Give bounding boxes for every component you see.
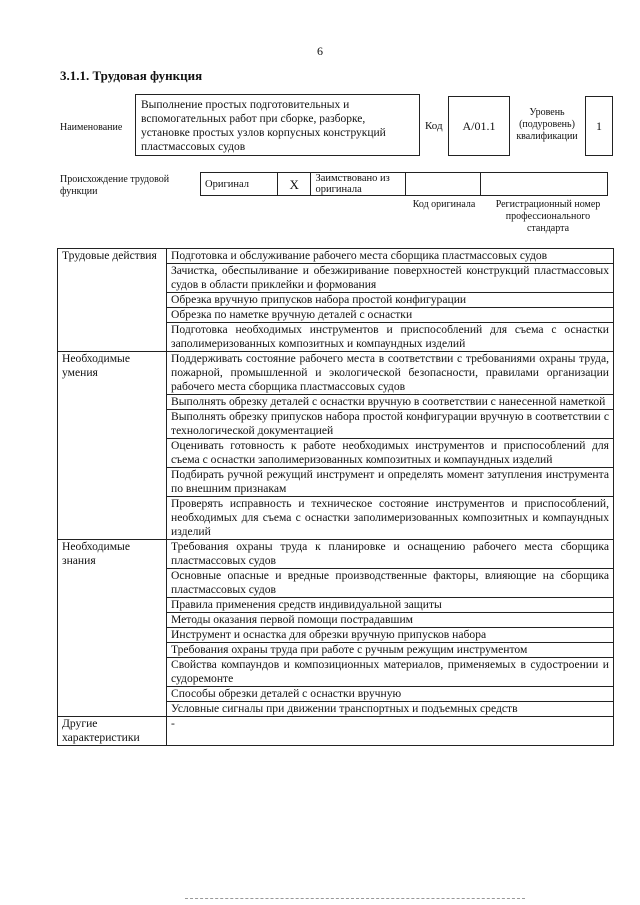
section-name: Необходимые умения [58,352,167,540]
qualification-level-value: 1 [596,118,602,133]
name-label: Наименование [60,122,123,133]
section-item: Выполнять обрезку припусков набора простой конфигурации вручную в соответствии с технологической документацией [167,410,614,439]
section-item: Поддерживать состояние рабочего места в соответствии с требованиями охраны труда, пожарной, промышленной и экологической безопасности, правилами организации рабочего места сборщика пластмассовых судов [167,352,614,395]
section-item: Зачистка, обеспыливание и обезжиривание поверхностей конструкций пластмассовых судов в области приклейки и формования [167,264,614,293]
section-item: Требования охраны труда к планировке и оснащению рабочего места сборщика пластмассовых судов [167,540,614,569]
section-title: 3.1.1. Трудовая функция [60,68,203,83]
labor-function-table [57,248,614,746]
section-item: Подготовка и обслуживание рабочего места сборщика пластмассовых судов [167,249,614,264]
qualification-level-label: Уровень (подуровень) квалификации [516,107,578,142]
registration-number-caption: Регистрационный номер профессионального стандарта [495,199,601,234]
section-item: Обрезка вручную припусков набора простой конфигурации [167,293,614,308]
section-item: Способы обрезки деталей с оснастки вручную [167,687,614,702]
registration-number-cell [481,173,608,196]
section-item: Основные опасные и вредные производственные факторы, влияющие на сборщика пластмассовых судов [167,569,614,598]
section-name: Другие характеристики [58,717,167,746]
origin-table [200,172,608,196]
original-mark: X [277,173,311,196]
section-item: Оценивать готовность к работе необходимых инструментов и приспособлений для съема с оснастки заполимеризованных композитных и компаундных изделий [167,439,614,468]
section-item: Выполнять обрезку деталей с оснастки вручную в соответствии с нанесенной наметкой [167,395,614,410]
function-name-box: Выполнение простых подготовительных и вспомогательных работ при сборке, разборке, установке простых узлов корпусных конструкций пластмассовых судов [135,94,420,156]
section-item: Проверять исправность и техническое состояние инструментов и приспособлений, необходимых для съема с оснастки заполимеризованных композитных и компаундных изделий [167,497,614,540]
table-row [58,352,614,395]
section-item: Требования охраны труда при работе с ручным режущим инструментом [167,643,614,658]
origin-label: Происхождение трудовой функции [60,174,170,197]
borrowed-label: Заимствовано из оригинала [311,173,406,196]
original-code-cell [406,173,481,196]
table-row [58,540,614,569]
section-name: Трудовые действия [58,249,167,352]
code-label: Код [425,120,443,132]
section-item: Методы оказания первой помощи пострадавшим [167,613,614,628]
code-value-box [448,96,510,156]
section-item: Условные сигналы при движении транспортных и подъемных средств [167,702,614,717]
section-item: - [167,717,614,746]
section-item: Свойства компаундов и композиционных материалов, применяемых в судостроении и судоремонте [167,658,614,687]
section-item: Правила применения средств индивидуальной защиты [167,598,614,613]
qualification-level-box [585,96,613,156]
original-label: Оригинал [201,173,278,196]
section-item: Обрезка по наметке вручную деталей с оснастки [167,308,614,323]
section-item: Подбирать ручной режущий инструмент и определять момент затупления инструмента по внешним признакам [167,468,614,497]
scan-artifact-line [185,898,525,902]
table-row [58,717,614,746]
code-value: A/01.1 [462,118,496,133]
section-item: Подготовка необходимых инструментов и приспособлений для съема с оснастки заполимеризованных композитных и компаундных изделий [167,323,614,352]
page-number: 6 [317,44,323,58]
section-item: Инструмент и оснастка для обрезки вручную припусков набора [167,628,614,643]
code-original-caption: Код оригинала [412,199,476,210]
section-name: Необходимые знания [58,540,167,717]
table-row [58,249,614,264]
